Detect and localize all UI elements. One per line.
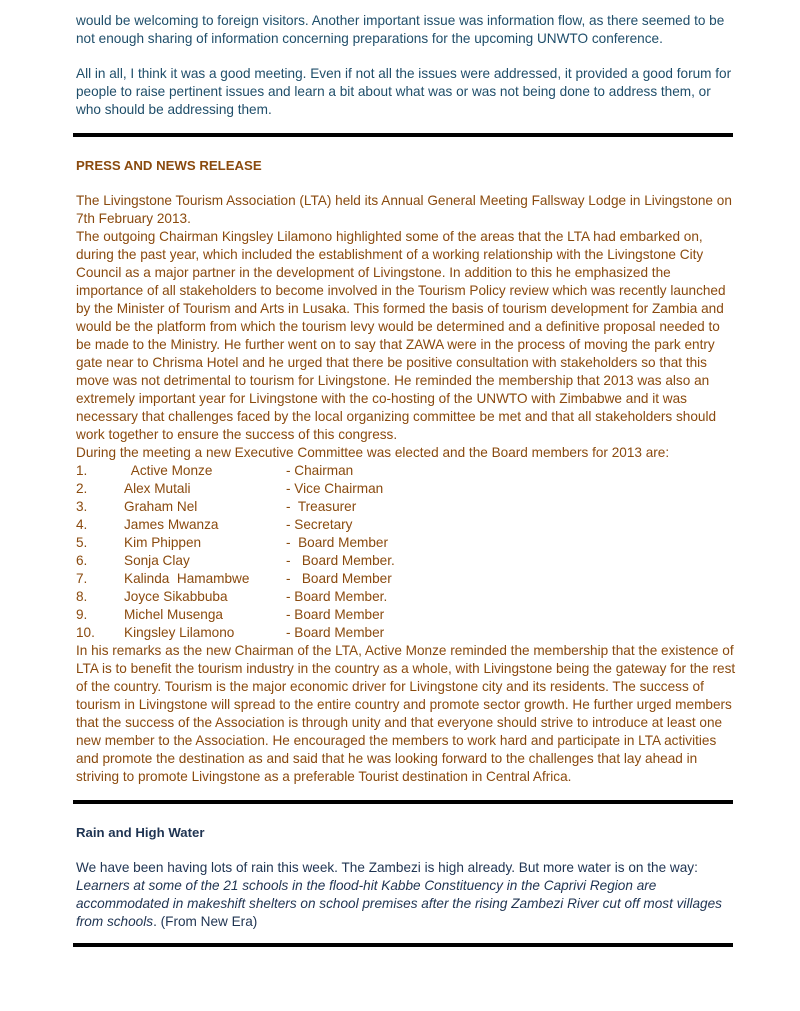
board-member-name: Kingsley Lilamono bbox=[124, 625, 235, 640]
board-member-name: Kim Phippen bbox=[124, 535, 202, 550]
board-member-row bbox=[76, 498, 736, 516]
board-member-row bbox=[76, 516, 736, 534]
board-member-name: Michel Musenga bbox=[124, 607, 223, 622]
board-member-name: Alex Mutali bbox=[124, 481, 191, 496]
board-member-name: Sonja Clay bbox=[124, 553, 190, 568]
board-member-number: 1. bbox=[76, 463, 88, 478]
section-divider bbox=[73, 943, 733, 947]
board-member-row bbox=[76, 588, 736, 606]
intro-paragraph-1: would be welcoming to foreign visitors. Another important issue was information flow, as there seemed to be not enough sharing of information concerning preparations for the upcoming UNWTO conference. bbox=[76, 13, 725, 46]
board-member-name: Graham Nel bbox=[124, 499, 198, 514]
board-member-name: Joyce Sikabbuba bbox=[124, 589, 228, 604]
press-paragraph-2: The outgoing Chairman Kingsley Lilamono highlighted some of the areas that the LTA had embarked on, during the past year, which included the establishment of a working relationship with the Livingstone City Council as a major partner in the development of Livingstone. In addition to this he emphasized the importance of all stakeholders to become involved in the Tourism Policy review which was recently launched by the Minister of Tourism and Arts in Lusaka. This formed the basis of tourism development for Zambia and would be the platform from which the tourism levy would be determined and a definitive proposal needed to be made to the Ministry. He further went on to say that ZAWA were in the process of moving the park entry gate near to Chrisma Hotel and he urged that there be positive consultation with stakeholders so that this move was not detrimental to tourism for Livingstone. He reminded the membership that 2013 was also an extremely important year for Livingstone with the co-hosting of the UNWTO with Zimbabwe and it was necessary that challenges faced by the local organizing committee be met and that all stakeholders should work together to ensure the success of this congress. bbox=[76, 229, 726, 442]
press-paragraph-4: In his remarks as the new Chairman of the LTA, Active Monze reminded the membership that the existence of LTA is to benefit the tourism industry in the country as a whole, with Livingstone being the gateway for the rest of the country. Tourism is the major economic driver for Livingstone city and its residents. The success of tourism in Livingstone will spread to the entire country and promote sector growth. He further urged members that the success of the Association is through unity and that everyone should strive to introduce at least one new member to the Association. He encouraged the members to work hard and participate in LTA activities and promote the destination as and said that he was looking forward to the challenges that lay ahead in striving to promote Livingstone as a preferable Tourist destination in Central Africa. bbox=[76, 643, 736, 784]
rain-intro-text: We have been having lots of rain this week. The Zambezi is high already. But more water is on the way: bbox=[76, 860, 698, 875]
board-member-row bbox=[76, 480, 736, 498]
board-member-row bbox=[76, 552, 736, 570]
board-member-role: - Board Member. bbox=[286, 589, 388, 604]
board-member-number: 6. bbox=[76, 553, 88, 568]
board-member-number: 9. bbox=[76, 607, 88, 622]
board-members-list bbox=[76, 462, 736, 642]
rain-source: . (From New Era) bbox=[153, 914, 258, 929]
board-member-role: - Board Member bbox=[286, 535, 388, 550]
board-member-role: - Board Member bbox=[286, 625, 385, 640]
board-member-name: James Mwanza bbox=[124, 517, 219, 532]
board-member-row bbox=[76, 570, 736, 588]
rain-quote: Learners at some of the 21 schools in the flood-hit Kabbe Constituency in the Caprivi Region are accommodated in makeshift shelters on school premises after the rising Zambezi River cut off most villages from schools bbox=[76, 878, 722, 929]
board-member-role: - Board Member bbox=[286, 607, 385, 622]
board-member-number: 8. bbox=[76, 589, 88, 604]
board-member-number: 5. bbox=[76, 535, 88, 550]
press-heading: PRESS AND NEWS RELEASE bbox=[76, 158, 262, 173]
board-member-number: 2. bbox=[76, 481, 88, 496]
board-member-number: 4. bbox=[76, 517, 88, 532]
board-member-number: 7. bbox=[76, 571, 88, 586]
board-member-role: - Board Member bbox=[286, 571, 392, 586]
board-member-row bbox=[76, 606, 736, 624]
board-member-role: - Chairman bbox=[286, 463, 354, 478]
press-paragraph-1: The Livingstone Tourism Association (LTA) held its Annual General Meeting Fallsway Lodge in Livingstone on 7th February 2013. bbox=[76, 193, 732, 226]
board-member-number: 3. bbox=[76, 499, 88, 514]
intro-paragraph-2: All in all, I think it was a good meeting. Even if not all the issues were addressed, it provided a good forum for people to raise pertinent issues and learn a bit about what was or was not being done to address them, or who should be addressing them. bbox=[76, 66, 732, 117]
board-member-row bbox=[76, 534, 736, 552]
board-member-role: - Secretary bbox=[286, 517, 353, 532]
board-member-number: 10. bbox=[76, 625, 95, 640]
board-member-row bbox=[76, 624, 736, 642]
press-paragraph-3: During the meeting a new Executive Committee was elected and the Board members for 2013 are: bbox=[76, 445, 670, 460]
board-member-role: - Board Member. bbox=[286, 553, 395, 568]
rain-paragraph bbox=[76, 859, 736, 931]
document-page bbox=[76, 12, 736, 947]
board-member-name: Active Monze bbox=[124, 463, 213, 478]
board-member-role: - Treasurer bbox=[286, 499, 357, 514]
board-member-role: - Vice Chairman bbox=[286, 481, 384, 496]
board-member-name: Kalinda Hamambwe bbox=[124, 571, 250, 586]
board-member-row bbox=[76, 462, 736, 480]
rain-heading: Rain and High Water bbox=[76, 825, 205, 840]
